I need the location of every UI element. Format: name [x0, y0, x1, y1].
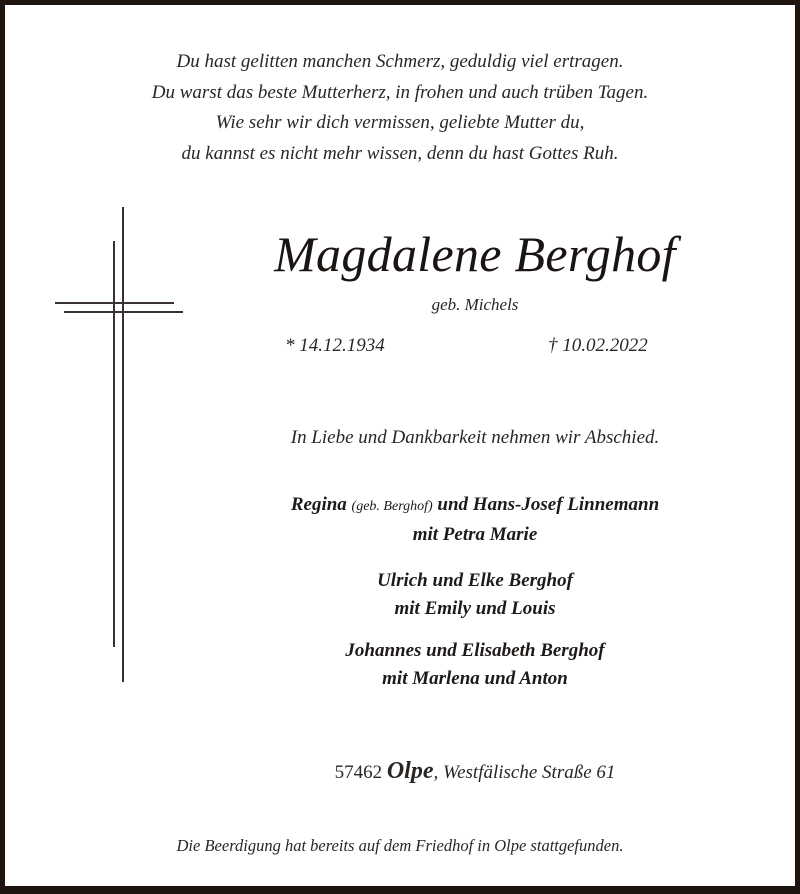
family-line: Ulrich und Elke Berghof: [377, 570, 573, 591]
poem: [5, 47, 795, 169]
family-line: mit Emily und Louis: [394, 598, 556, 619]
family-name: Regina: [290, 494, 347, 515]
family-line: Johannes und Elisabeth Berghof: [345, 640, 605, 661]
street: , Westfälische Straße 61: [433, 762, 616, 783]
family-line: mit Petra Marie: [412, 524, 538, 545]
poem-line: Du warst das beste Mutterherz, in frohen und auch trüben Tagen.: [151, 81, 649, 103]
family-group: [105, 491, 800, 549]
farewell-text: In Liebe und Dankbarkeit nehmen wir Abschied.: [290, 427, 660, 448]
poem-line: Du hast gelitten manchen Schmerz, geduldig viel ertragen.: [176, 51, 624, 72]
death-date: † 10.02.2022: [548, 335, 648, 356]
postal-code: 57462: [334, 762, 383, 783]
family-name: und Hans-Josef Linnemann: [437, 494, 660, 515]
poem-line: Wie sehr wir dich vermissen, geliebte Mutter du,: [215, 112, 585, 133]
city: Olpe: [386, 758, 434, 784]
burial-note: Die Beerdigung hat bereits auf dem Friedhof in Olpe stattgefunden.: [176, 836, 624, 855]
birth-date: * 14.12.1934: [285, 335, 385, 356]
family-line: [105, 491, 800, 521]
maiden-name: geb. Michels: [431, 295, 519, 314]
obituary-card: [5, 5, 795, 886]
family-group: [105, 637, 800, 693]
address: [105, 758, 800, 785]
deceased-name: Magdalene Berghof: [274, 226, 676, 282]
poem-line: du kannst es nicht mehr wissen, denn du hast Gottes Ruh.: [181, 142, 619, 164]
family-line: mit Marlena und Anton: [382, 668, 568, 689]
family-group: [105, 567, 800, 623]
family-note: (geb. Berghof): [351, 499, 433, 514]
